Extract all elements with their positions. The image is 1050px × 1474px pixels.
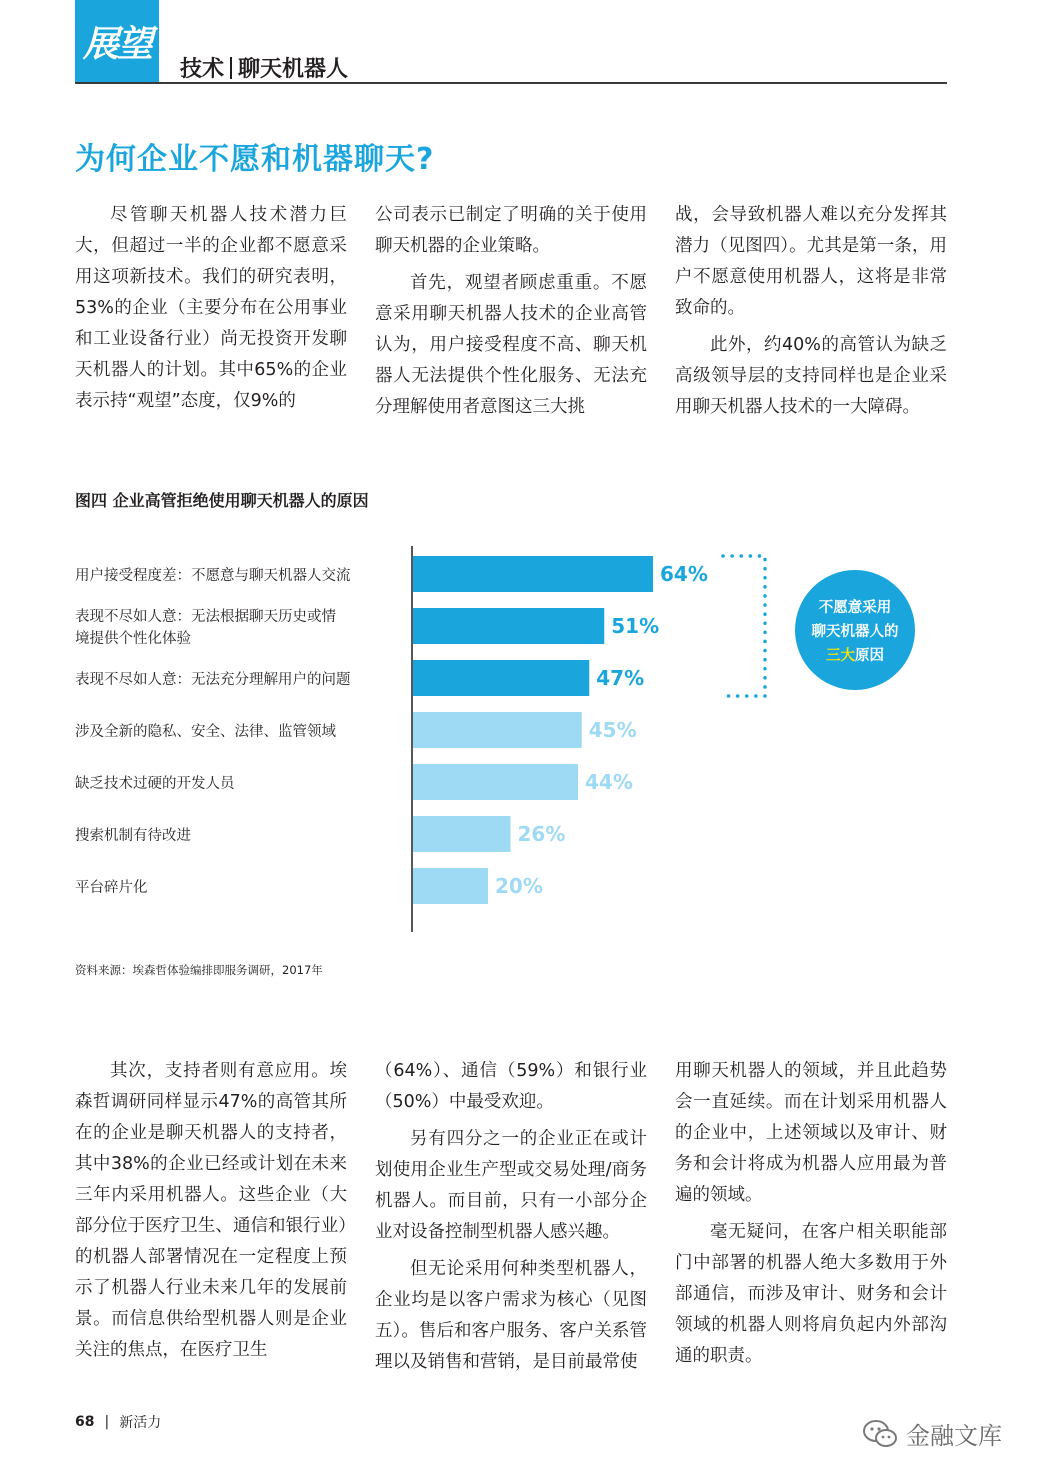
bar-chart-svg	[60, 540, 960, 940]
header-rule	[75, 82, 947, 84]
bar-value-label-5: 44%	[585, 770, 633, 794]
footer-divider: |	[104, 1414, 110, 1430]
header-topic: 聊天机器人	[238, 57, 349, 82]
bar-chart	[60, 540, 960, 940]
top-column-2	[375, 200, 647, 429]
figure-source: 资料来源：埃森哲体验编排即服务调研，2017年	[75, 963, 323, 977]
bar-value-label-4: 45%	[588, 718, 637, 742]
figure-title: 图四 企业高管拒绝使用聊天机器人的原因	[75, 491, 369, 510]
paragraph: 毫无疑问，在客户相关职能部门中部署的机器人绝大多数用于外部通信，而涉及审计、财务和会计领域的机器人则将肩负起内外部沟通的职责。	[675, 1222, 947, 1366]
watermark-text: 金融文库	[906, 1422, 1002, 1450]
wechat-icon	[862, 1419, 898, 1449]
category-label-2: 境提供个性化体验	[75, 631, 191, 647]
magazine-name: 新活力	[119, 1415, 162, 1431]
paragraph: 用聊天机器人的领域，并且此趋势会一直延续。而在计划采用机器人的企业中，上述领域以及审计、财务和会计将成为机器人应用最为普遍的领域。	[675, 1061, 947, 1205]
category-label-3: 表现不尽如人意：无法充分理解用户的问题	[75, 672, 351, 688]
callout-line-3	[826, 646, 884, 664]
bar-3	[413, 660, 589, 696]
watermark	[862, 1416, 1002, 1451]
bar-value-label-7: 20%	[495, 874, 543, 898]
bar-6	[413, 816, 511, 852]
category-label-1: 用户接受程度差：不愿意与聊天机器人交流	[75, 568, 351, 584]
header-section: 技术	[180, 57, 225, 82]
callout-rest: 原因	[855, 648, 884, 664]
top-three-bracket	[723, 556, 765, 696]
bar-value-label-2: 51%	[611, 614, 660, 638]
paragraph: 公司表示已制定了明确的关于使用聊天机器的企业策略。	[375, 205, 647, 256]
bar-value-label-6: 26%	[517, 822, 566, 846]
paragraph: 此外，约40%的高管认为缺乏高级领导层的支持同样也是企业采用聊天机器人技术的一大障碍。	[675, 335, 947, 417]
paragraph: 另有四分之一的企业正在或计划使用企业生产型或交易处理/商务机器人。而目前，只有一小部分企业对设备控制型机器人感兴趣。	[375, 1129, 647, 1242]
category-label-5: 缺乏技术过硬的开发人员	[75, 776, 235, 792]
bottom-column-1	[75, 1056, 347, 1372]
header-logo-text: 展望	[82, 22, 151, 65]
paragraph: 其次，支持者则有意应用。埃森哲调研同样显示47%的高管其所在的企业是聊天机器人的支持者，其中38%的企业已经或计划在未来三年内采用机器人。这些企业（大部分位于医疗卫生、通信和银行业）的机器人部署情况在一定程度上预示了机器人行业未来几年的发展前景。而信息供给型机器人则是企业关注的焦点，在医疗卫生	[75, 1061, 347, 1360]
paragraph: （64%）、通信（59%）和银行业（50%）中最受欢迎。	[375, 1061, 647, 1112]
bottom-column-3	[675, 1056, 947, 1378]
header-logo	[75, 0, 159, 82]
category-label-2: 表现不尽如人意：无法根据聊天历史或情	[75, 609, 336, 625]
article-title: 为何企业不愿和机器聊天?	[75, 142, 435, 177]
bar-1	[413, 556, 653, 592]
callout-line-2: 聊天机器人的	[811, 624, 899, 640]
bottom-column-2	[375, 1056, 647, 1384]
top-column-1	[75, 200, 347, 423]
callout-line-1: 不愿意采用	[818, 600, 892, 616]
bar-5	[413, 764, 578, 800]
category-label-7: 平台碎片化	[75, 880, 148, 896]
header-title	[180, 52, 348, 83]
bar-7	[413, 868, 488, 904]
footer	[75, 1412, 161, 1432]
top-column-3	[675, 200, 947, 429]
bar-4	[413, 712, 582, 748]
callout-highlight: 三大	[826, 648, 855, 664]
paragraph: 但无论采用何种类型机器人，企业均是以客户需求为核心（见图五）。售后和客户服务、客户关系管理以及销售和营销，是目前最常使	[375, 1259, 647, 1372]
bar-value-label-3: 47%	[596, 666, 645, 690]
bar-value-label-1: 64%	[660, 562, 708, 586]
category-label-6: 搜索机制有待改进	[75, 828, 191, 844]
paragraph: 战，会导致机器人难以充分发挥其潜力（见图四）。尤其是第一条，用户不愿意使用机器人，这将是非常致命的。	[675, 205, 947, 318]
bar-2	[413, 608, 604, 644]
paragraph: 尽管聊天机器人技术潜力巨大，但超过一半的企业都不愿意采用这项新技术。我们的研究表明，53%的企业（主要分布在公用事业和工业设备行业）尚无投资开发聊天机器人的计划。其中65%的企业表示持“观望”态度，仅9%的	[75, 205, 347, 411]
header-separator	[230, 57, 232, 79]
category-label-4: 涉及全新的隐私、安全、法律、监管领域	[75, 724, 336, 740]
paragraph: 首先，观望者顾虑重重。不愿意采用聊天机器人技术的企业高管认为，用户接受程度不高、聊天机器人无法提供个性化服务、无法充分理解使用者意图这三大挑	[375, 273, 647, 417]
page-number: 68	[75, 1414, 95, 1430]
